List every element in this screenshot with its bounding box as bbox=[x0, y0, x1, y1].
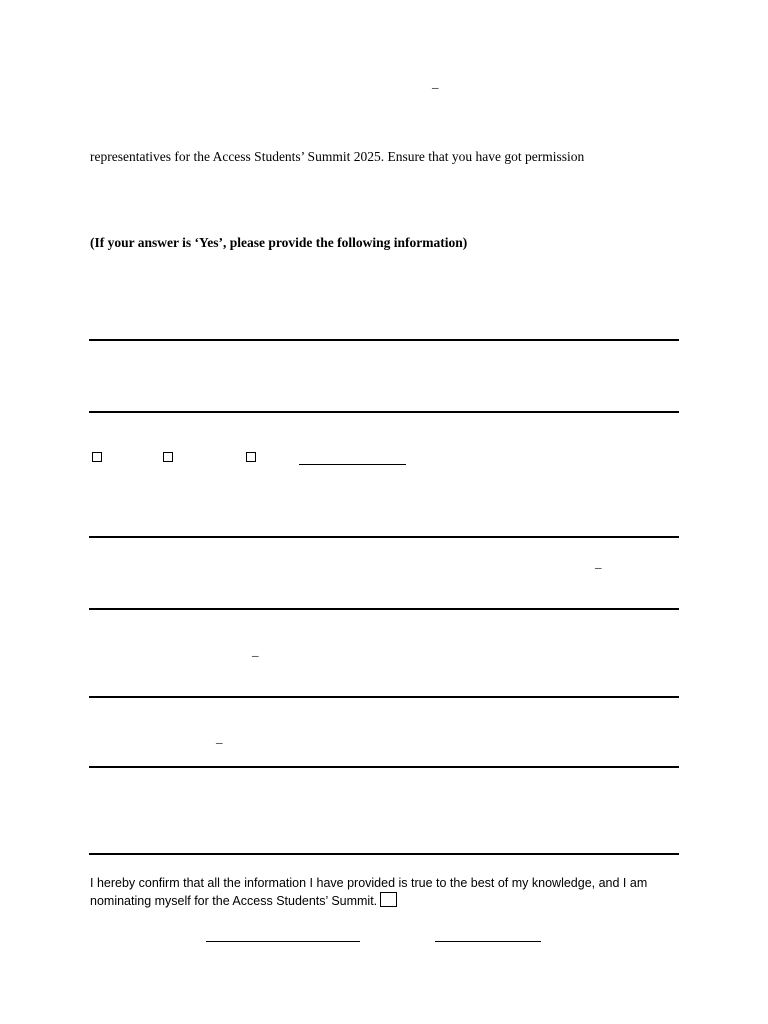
form-row-divider-1 bbox=[89, 339, 679, 341]
confirmation-statement bbox=[90, 875, 690, 910]
option-checkbox-1[interactable] bbox=[92, 452, 102, 462]
form-row-divider-2 bbox=[89, 411, 679, 413]
form-row-divider-4 bbox=[89, 608, 679, 610]
instruction-text: (If your answer is ‘Yes’, please provide the following information) bbox=[90, 235, 468, 250]
confirmation-line-2: nominating myself for the Access Students’ Summit. bbox=[90, 894, 378, 908]
confirmation-checkbox[interactable] bbox=[380, 892, 397, 907]
row3-dash-mark: _ bbox=[595, 555, 602, 570]
option-checkbox-3[interactable] bbox=[246, 452, 256, 462]
signature-underline-field[interactable] bbox=[206, 941, 360, 942]
form-row-divider-6 bbox=[89, 766, 679, 768]
form-row-divider-7 bbox=[89, 853, 679, 855]
row4-dash-mark: _ bbox=[252, 643, 259, 658]
confirmation-line-2-wrap bbox=[90, 892, 690, 910]
date-underline-field[interactable] bbox=[435, 941, 541, 942]
option-checkbox-2[interactable] bbox=[163, 452, 173, 462]
intro-text: representatives for the Access Students’ Summit 2025. Ensure that you have got permission bbox=[90, 149, 585, 164]
form-row-divider-3 bbox=[89, 536, 679, 538]
form-row-divider-5 bbox=[89, 696, 679, 698]
row5-dash-mark: _ bbox=[216, 730, 223, 745]
top-dash-mark: _ bbox=[432, 75, 439, 90]
other-option-underline-field[interactable] bbox=[299, 464, 406, 465]
confirmation-line-1: I hereby confirm that all the information I have provided is true to the best of my knowledge, and I am bbox=[90, 876, 648, 890]
